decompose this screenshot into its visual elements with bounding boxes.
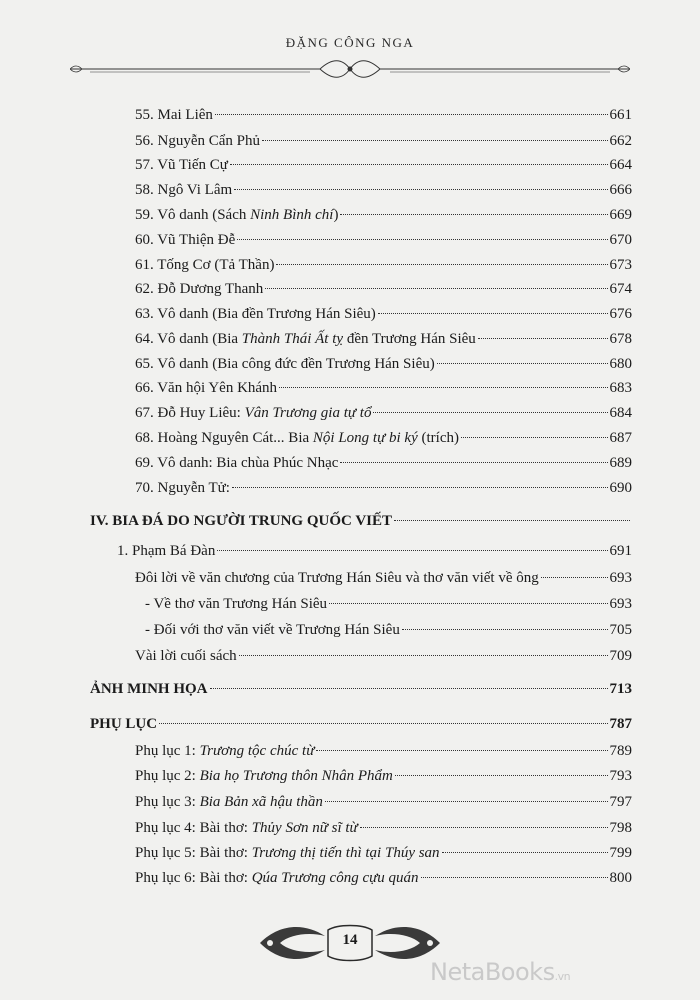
entry-title: 59. Vô danh (Sách Ninh Bình chí): [135, 207, 339, 223]
entry-title: 58. Ngô Vi Lâm: [135, 182, 233, 198]
entry-title: 55. Mai Liên: [135, 107, 213, 123]
entry-title: 61. Tống Cơ (Tả Thần): [135, 257, 275, 273]
header-ornament-rule: [70, 58, 630, 80]
entry-title: 63. Vô danh (Bia đền Trương Hán Siêu): [135, 306, 376, 322]
entry-page-number: 680: [609, 356, 632, 372]
entry-title: 70. Nguyễn Tử:: [135, 480, 230, 496]
entry-page-number: 678: [609, 331, 632, 347]
toc-entry: [135, 428, 632, 448]
running-header: ĐẶNG CÔNG NGA: [285, 35, 415, 50]
toc-entry: [135, 329, 632, 349]
entry-page-number: 789: [609, 743, 632, 759]
entry-title: - Đối với thơ văn viết về Trương Hán Siêu: [145, 622, 400, 638]
section-heading-row: [90, 714, 632, 734]
dot-leader: [217, 550, 607, 551]
entry-page-number: 693: [609, 570, 632, 586]
dot-leader: [239, 655, 608, 656]
entry-title: Đôi lời về văn chương của Trương Hán Siêu và thơ văn viết về ông: [135, 570, 539, 586]
dot-leader: [395, 775, 608, 776]
dot-leader: [478, 338, 608, 339]
toc-entry: [135, 403, 632, 423]
toc-entry: [135, 818, 632, 838]
toc-entry: [135, 155, 632, 175]
entry-title: 68. Hoàng Nguyên Cát... Bia Nội Long tự bi ký (trích): [135, 430, 459, 446]
entry-title: 65. Vô danh (Bia công đức đền Trương Hán Siêu): [135, 356, 435, 372]
toc-entry: [135, 255, 632, 275]
dot-leader: [461, 437, 608, 438]
toc-entry: [135, 646, 632, 666]
entry-title: IV. BIA ĐÁ DO NGƯỜI TRUNG QUỐC VIẾT: [90, 513, 392, 529]
dot-leader: [340, 462, 607, 463]
entry-title: 67. Đỗ Huy Liêu: Vân Trương gia tự tổ: [135, 405, 372, 421]
entry-page-number: 676: [609, 306, 632, 322]
entry-page-number: 674: [609, 281, 632, 297]
entry-page-number: 661: [609, 107, 632, 123]
entry-title: 1. Phạm Bá Đàn: [117, 543, 216, 559]
entry-page-number: 662: [609, 133, 632, 149]
entry-title: 69. Vô danh: Bia chùa Phúc Nhạc: [135, 455, 339, 471]
watermark-logo: [430, 958, 570, 986]
dot-leader: [373, 412, 607, 413]
dot-leader: [329, 603, 607, 604]
entry-page-number: 669: [609, 207, 632, 223]
dot-leader: [237, 239, 607, 240]
entry-page-number: 709: [609, 648, 632, 664]
toc-entry: [135, 131, 632, 151]
dot-leader: [402, 629, 608, 630]
entry-title: 62. Đỗ Dương Thanh: [135, 281, 264, 297]
dot-leader: [210, 688, 608, 689]
entry-page-number: 690: [609, 480, 632, 496]
entry-title: 57. Vũ Tiến Cự: [135, 157, 228, 173]
entry-page-number: 664: [609, 157, 632, 173]
entry-title: PHỤ LỤC: [90, 716, 158, 732]
dot-leader: [325, 801, 608, 802]
entry-title: 64. Vô danh (Bia Thành Thái Ất tỵ đền Trương Hán Siêu: [135, 331, 476, 347]
toc-entry: [135, 766, 632, 786]
entry-page-number: 683: [609, 380, 632, 396]
dot-leader: [360, 827, 608, 828]
entry-page-number: 689: [609, 455, 632, 471]
entry-title: Phụ lục 1: Trương tộc chúc từ: [135, 743, 315, 759]
section-heading-row: [90, 511, 632, 531]
dot-leader: [378, 313, 608, 314]
entry-page-number: 798: [609, 820, 632, 836]
entry-title: 56. Nguyễn Cẩn Phủ: [135, 133, 260, 149]
dot-leader: [541, 577, 608, 578]
toc-entry: [135, 478, 632, 498]
dot-leader: [421, 877, 608, 878]
toc-entry: [145, 620, 632, 640]
entry-title: 60. Vũ Thiện Đễ: [135, 232, 236, 248]
dot-leader: [232, 487, 608, 488]
entry-page-number: 684: [609, 405, 632, 421]
entry-page-number: 797: [609, 794, 632, 810]
entry-title: Phụ lục 2: Bia họ Trương thôn Nhân Phẩm: [135, 768, 393, 784]
dot-leader: [234, 189, 607, 190]
dot-leader: [265, 288, 607, 289]
dot-leader: [442, 852, 608, 853]
entry-page-number: 800: [609, 870, 632, 886]
entry-page-number: 673: [609, 257, 632, 273]
toc-entry: [135, 354, 632, 374]
entry-page-number: 666: [609, 182, 632, 198]
toc-entry: [135, 453, 632, 473]
entry-page-number: 670: [609, 232, 632, 248]
entry-page-number: 787: [609, 716, 632, 732]
toc-entry: [117, 541, 632, 561]
dot-leader: [262, 140, 608, 141]
toc-entry: [135, 205, 632, 225]
entry-page-number: 687: [609, 430, 632, 446]
toc-entry: [135, 868, 632, 888]
watermark-suffix: .vn: [554, 970, 571, 983]
toc-entry: [135, 279, 632, 299]
toc-entry: [135, 378, 632, 398]
toc-entry: [135, 843, 632, 863]
entry-title: - Về thơ văn Trương Hán Siêu: [145, 596, 328, 612]
toc-entry: [135, 180, 632, 200]
dot-leader: [316, 750, 607, 751]
toc-entry: [135, 105, 632, 125]
dot-leader: [230, 164, 608, 165]
dot-leader: [279, 387, 607, 388]
toc-entry: [135, 741, 632, 761]
entry-page-number: 693: [609, 596, 632, 612]
entry-page-number: 799: [609, 845, 632, 861]
toc-entry: [135, 230, 632, 250]
toc-entry: [135, 568, 632, 588]
section-heading-row: [90, 679, 632, 699]
toc-entry: [145, 594, 632, 614]
entry-title: Vài lời cuối sách: [135, 648, 237, 664]
entry-title: ẢNH MINH HỌA: [90, 681, 208, 697]
dot-leader: [340, 214, 607, 215]
dot-leader: [394, 520, 630, 521]
page-number: 14: [342, 932, 358, 948]
entry-title: Phụ lục 5: Bài thơ: Trương thị tiến thì tại Thúy san: [135, 845, 440, 861]
entry-page-number: 713: [609, 681, 632, 697]
entry-title: 66. Văn hội Yên Khánh: [135, 380, 278, 396]
dot-leader: [437, 363, 608, 364]
dot-leader: [276, 264, 607, 265]
entry-page-number: 691: [609, 543, 632, 559]
entry-page-number: 793: [609, 768, 632, 784]
entry-title: Phụ lục 6: Bài thơ: Qúa Trương công cựu quán: [135, 870, 419, 886]
watermark-brand: NetaBooks: [430, 958, 555, 986]
entry-page-number: 705: [609, 622, 632, 638]
dot-leader: [215, 114, 608, 115]
dot-leader: [159, 723, 607, 724]
entry-title: Phụ lục 4: Bài thơ: Thủy Sơn nữ sĩ từ: [135, 820, 358, 836]
toc-entry: [135, 792, 632, 812]
toc-entry: [135, 304, 632, 324]
entry-title: Phụ lục 3: Bia Bản xã hậu thần: [135, 794, 323, 810]
